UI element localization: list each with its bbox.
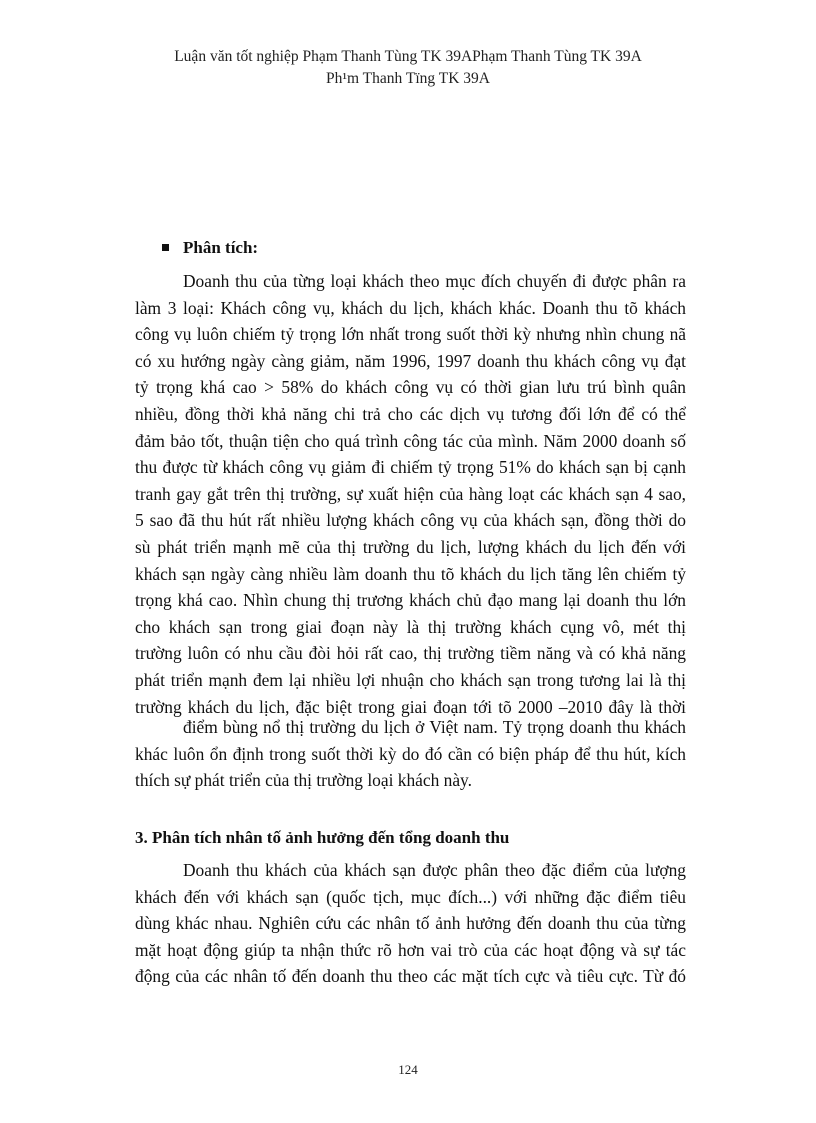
paragraph-3 bbox=[135, 857, 686, 990]
paragraph-line: thích sự phát triển của thị trường loại khách này. bbox=[135, 770, 472, 791]
paragraph-line: khác luôn ổn định trong suốt thời kỳ do đó cần có biện pháp để thu hút, kích bbox=[135, 743, 686, 764]
paragraph-line: trường khách du lịch, đặc biệt trong giai đoạn tới tõ 2000 –2010 đây là thời bbox=[135, 696, 686, 717]
paragraph-line: tỷ trọng khá cao > 58% do khách công vụ có thời gian lưu trú bình quân bbox=[135, 377, 686, 398]
paragraph-line: tranh gay gắt trên thị trường, sự xuất hiện của hàng loạt các khách sạn 4 sao, bbox=[135, 483, 686, 504]
paragraph-line: phát triển mạnh đem lại nhiều lợi nhuận cho khách sạn trong tương lai là thị bbox=[135, 669, 686, 690]
paragraph-line: khách sạn ngày càng nhiều làm doanh thu tõ khách du lịch tăng lên chiếm tỷ bbox=[135, 563, 686, 584]
page-number: 124 bbox=[398, 1062, 418, 1077]
section-heading bbox=[162, 236, 258, 260]
paragraph-line: đảm bảo tốt, thuận tiện cho quá trình công tác của mình. Năm 2000 doanh số bbox=[135, 430, 686, 451]
square-bullet-icon bbox=[162, 244, 169, 251]
paragraph-line: Doanh thu khách của khách sạn được phân theo đặc điểm của lượng bbox=[183, 860, 686, 880]
paragraph-line: mặt hoạt động giúp ta nhận thức rõ hơn vai trò của các hoạt động và sự tác bbox=[135, 939, 686, 960]
paragraph-line: điểm bùng nổ thị trường du lịch ở Việt nam. Tỷ trọng doanh thu khách bbox=[183, 717, 686, 737]
paragraph-line: khách đến với khách sạn (quốc tịch, mục đích...) với những đặc điểm tiêu bbox=[135, 886, 686, 907]
page-header bbox=[0, 46, 816, 90]
paragraph-line: Doanh thu của từng loại khách theo mục đích chuyến đi được phân ra bbox=[183, 271, 686, 291]
paragraph-line: sù phát triển mạnh mẽ của thị trường du lịch, lượng khách du lịch đến với bbox=[135, 536, 686, 557]
header-line-1: Luận văn tốt nghiệp Phạm Thanh Tùng TK 39APhạm Thanh Tùng TK 39A bbox=[174, 48, 642, 65]
heading-3: 3. Phân tích nhân tố ảnh hưởng đến tổng doanh thu bbox=[135, 828, 510, 847]
paragraph-line: dùng khác nhau. Nghiên cứu các nhân tố ảnh hưởng đến doanh thu của từng bbox=[135, 913, 686, 934]
paragraph-line: làm 3 loại: Khách công vụ, khách du lịch, khách khác. Doanh thu tõ khách bbox=[135, 297, 686, 318]
paragraph-line: có xu hướng ngày càng giảm, năm 1996, 1997 doanh thu khách công vụ đạt bbox=[135, 350, 686, 371]
paragraph-line: thu được từ khách công vụ giảm đi chiếm tỷ trọng 51% do khách sạn bị cạnh bbox=[135, 457, 686, 478]
paragraph-line: 5 sao đã thu hút rất nhiều lượng khách công vụ của khách sạn, đồng thời do bbox=[135, 510, 686, 531]
section-heading-text: Phân tích: bbox=[183, 238, 259, 257]
paragraph-line: động của các nhân tố đến doanh thu theo các mặt tích cực và tiêu cực. Từ đó bbox=[135, 966, 686, 987]
paragraph-1 bbox=[135, 268, 686, 720]
paragraph-2 bbox=[135, 714, 686, 794]
paragraph-line: trọng khá cao. Nhìn chung thị trương khách chủ đạo mang lại doanh thu lớn bbox=[135, 590, 686, 611]
paragraph-line: công vụ luôn chiếm tỷ trọng lớn nhất trong suốt thời kỳ nhưng nhìn chung nã bbox=[135, 324, 686, 345]
header-line-2: Ph¹m Thanh Tïng TK 39A bbox=[326, 70, 490, 87]
paragraph-line: trường luôn có nhu cầu đòi hỏi rất cao, thị trường tiềm năng và có khả năng bbox=[135, 643, 686, 664]
paragraph-line: nhiều, đồng thời khả năng chi trả cho các dịch vụ tương đối lớn để có thể bbox=[135, 403, 686, 424]
paragraph-line: cho khách sạn trong giai đoạn này là thị trường khách cụng vô, mét thị bbox=[135, 616, 686, 637]
